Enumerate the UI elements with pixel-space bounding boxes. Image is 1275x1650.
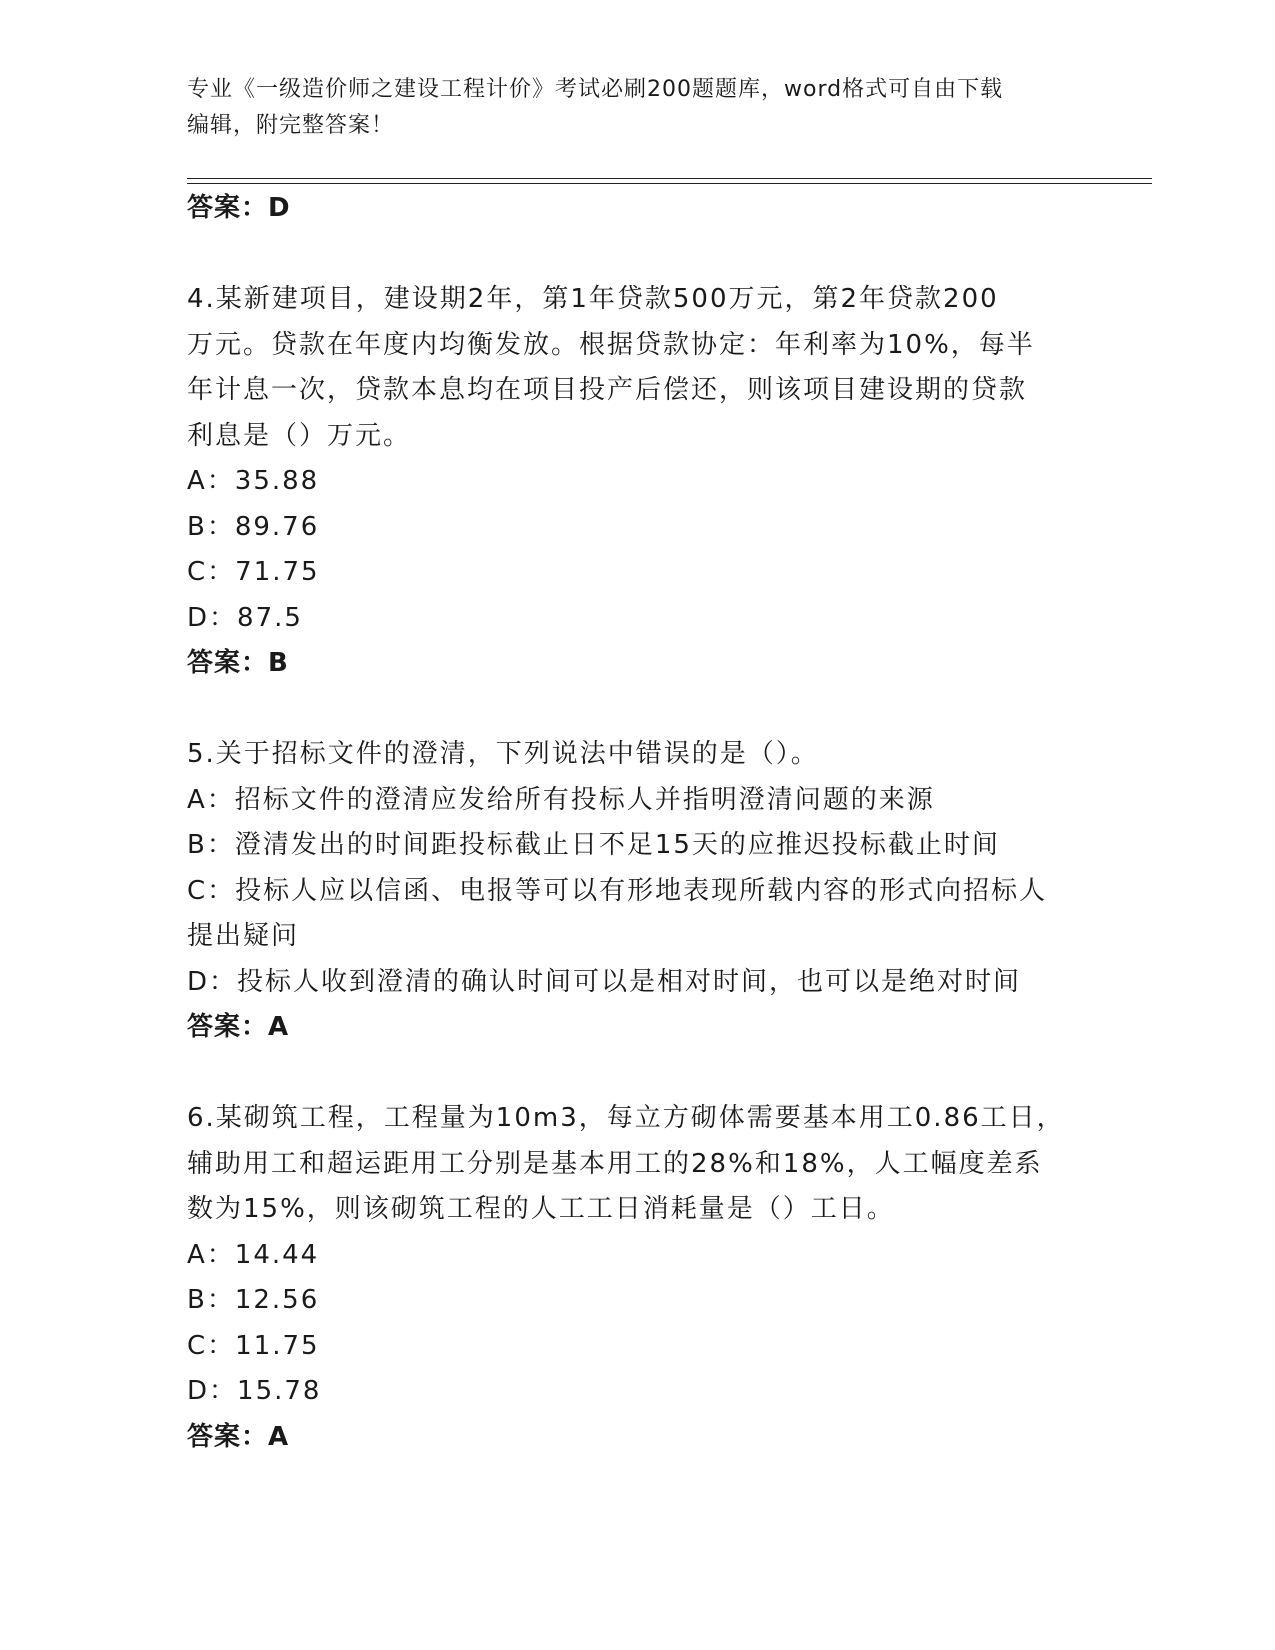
answer-line: 答案：A bbox=[187, 1421, 290, 1452]
question-stem-line: 利息是（）万元。 bbox=[187, 420, 412, 451]
question-stem-line: 5.关于招标文件的澄清，下列说法中错误的是（）。 bbox=[187, 739, 819, 769]
question-stem-line: 4.某新建项目，建设期2年，第1年贷款500万元，第2年贷款200 bbox=[187, 284, 999, 314]
option-c-continued: 提出疑问 bbox=[187, 921, 300, 951]
document-body bbox=[187, 186, 1087, 1460]
option-a: A：招标文件的澄清应发给所有投标人并指明澄清问题的来源 bbox=[187, 784, 935, 815]
header-line-1: 专业《一级造价师之建设工程计价》考试必刷200题题库，word格式可自由下载 bbox=[187, 77, 1004, 102]
spacer bbox=[187, 1051, 1087, 1097]
option-c: C：71.75 bbox=[187, 557, 320, 587]
header-line-2: 编辑，附完整答案！ bbox=[187, 113, 395, 138]
answer-line: 答案：D bbox=[187, 193, 291, 223]
option-c: C：投标人应以信函、电报等可以有形地表现所载内容的形式向招标人 bbox=[187, 875, 1048, 906]
option-d: D：投标人收到澄清的确认时间可以是相对时间，也可以是绝对时间 bbox=[187, 966, 1022, 997]
option-d: D：87.5 bbox=[187, 602, 303, 633]
question-block bbox=[187, 277, 1087, 687]
header-divider-top bbox=[187, 178, 1152, 179]
option-d: D：15.78 bbox=[187, 1376, 322, 1406]
option-a: A：14.44 bbox=[187, 1239, 320, 1270]
option-b: B：澄清发出的时间距投标截止日不足15天的应推迟投标截止时间 bbox=[187, 830, 1000, 860]
question-stem-line: 数为15%，则该砌筑工程的人工工日消耗量是（）工日。 bbox=[187, 1194, 895, 1224]
question-stem-line: 年计息一次，贷款本息均在项目投产后偿还，则该项目建设期的贷款 bbox=[187, 375, 1028, 405]
option-a: A：35.88 bbox=[187, 466, 320, 496]
question-block bbox=[187, 1096, 1087, 1460]
option-b: B：89.76 bbox=[187, 511, 320, 542]
answer-line: 答案：A bbox=[187, 1012, 290, 1042]
header-divider-bottom bbox=[187, 183, 1152, 184]
spacer bbox=[187, 687, 1087, 733]
question-block bbox=[187, 732, 1087, 1051]
answer-line: 答案：B bbox=[187, 648, 289, 678]
question-stem-line: 辅助用工和超运距用工分别是基本用工的28%和18%，人工幅度差系 bbox=[187, 1148, 1043, 1179]
question-stem-line: 万元。贷款在年度内均衡发放。根据贷款协定：年利率为10%，每半 bbox=[187, 329, 1035, 360]
spacer bbox=[187, 232, 1087, 278]
option-c: C：11.75 bbox=[187, 1330, 320, 1361]
question-stem-line: 6.某砌筑工程，工程量为10m3，每立方砌体需要基本用工0.86工日， bbox=[187, 1103, 1065, 1133]
page-header bbox=[187, 72, 1067, 144]
option-b: B：12.56 bbox=[187, 1285, 320, 1315]
